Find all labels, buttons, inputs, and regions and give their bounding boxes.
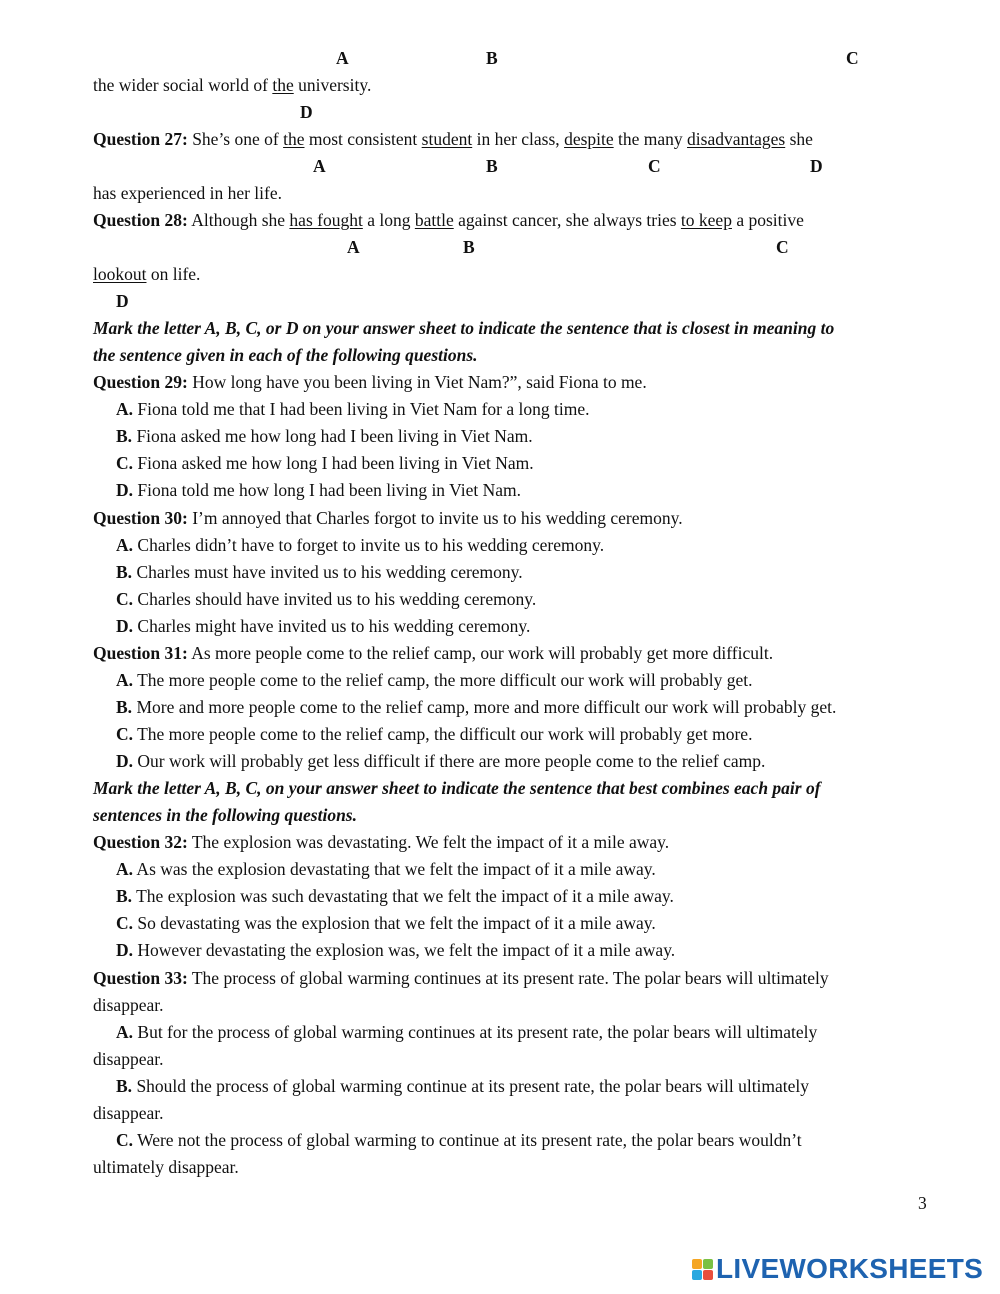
q28-underlined-c: to keep <box>680 210 732 230</box>
question-label: Question 29: <box>93 372 188 392</box>
question-33-continuation: disappear. <box>93 995 164 1015</box>
q26-letter-a: A <box>336 48 349 68</box>
q27-letter-d: D <box>810 156 823 176</box>
question-28: Question 28: Although she has fought a long battle against cancer, she always tries to keep a positive <box>93 210 804 230</box>
q26-letter-b: B <box>486 48 498 68</box>
question-32: Question 32: The explosion was devastating. We felt the impact of it a mile away. <box>93 832 670 852</box>
q26-underlined-d: the <box>272 75 294 95</box>
question-label: Question 31: <box>93 643 188 663</box>
answer-option: D. Our work will probably get less difficult if there are more people come to the relief camp. <box>116 751 766 771</box>
answer-option-continuation: disappear. <box>93 1103 164 1123</box>
q26-letter-d: D <box>300 102 313 122</box>
answer-option: C. Were not the process of global warming to continue at its present rate, the polar bears wouldn’t <box>116 1130 802 1150</box>
question-29: Question 29: How long have you been living in Viet Nam?”, said Fiona to me. <box>93 372 647 392</box>
answer-option: D. Charles might have invited us to his wedding ceremony. <box>116 616 531 636</box>
q28-underlined-a: has fought <box>289 210 363 230</box>
question-30: Question 30: I’m annoyed that Charles forgot to invite us to his wedding ceremony. <box>93 508 683 528</box>
answer-option: D. Fiona told me how long I had been living in Viet Nam. <box>116 480 521 500</box>
answer-option: D. However devastating the explosion was, we felt the impact of it a mile away. <box>116 940 676 960</box>
answer-option: C. So devastating was the explosion that we felt the impact of it a mile away. <box>116 913 656 933</box>
question-31: Question 31: As more people come to the relief camp, our work will probably get more difficult. <box>93 643 774 663</box>
q26-continuation: the wider social world of the university. <box>93 75 372 95</box>
answer-option: A. Fiona told me that I had been living in Viet Nam for a long time. <box>116 399 590 419</box>
liveworksheets-logo[interactable] <box>692 1254 983 1284</box>
q27-underlined-d: disadvantages <box>687 129 786 149</box>
instruction-line: the sentence given in each of the following questions. <box>93 345 478 365</box>
q28-underlined-b: battle <box>414 210 454 230</box>
answer-option: B. The explosion was such devastating that we felt the impact of it a mile away. <box>116 886 674 906</box>
q28-letter-b: B <box>463 237 475 257</box>
q28-continuation: lookout on life. <box>93 264 201 284</box>
answer-option: A. The more people come to the relief camp, the more difficult our work will probably get. <box>116 670 753 690</box>
answer-option: C. The more people come to the relief camp, the difficult our work will probably get more. <box>116 724 753 744</box>
q28-underlined-d: lookout <box>93 264 147 284</box>
question-label: Question 32: <box>93 832 188 852</box>
q27-letter-b: B <box>486 156 498 176</box>
q27-continuation: has experienced in her life. <box>93 183 283 203</box>
answer-option: A. Charles didn’t have to forget to invite us to his wedding ceremony. <box>116 535 605 555</box>
q27-underlined-c: despite <box>564 129 614 149</box>
q28-letter-a: A <box>347 237 360 257</box>
logo-text: LIVEWORKSHEETS <box>716 1253 984 1284</box>
answer-option: B. More and more people come to the relief camp, more and more difficult our work will probably get. <box>116 697 837 717</box>
q27-underlined-a: the <box>283 129 305 149</box>
question-label: Question 33: <box>93 968 188 988</box>
answer-option: A. As was the explosion devastating that we felt the impact of it a mile away. <box>116 859 656 879</box>
instruction-line: Mark the letter A, B, C, on your answer sheet to indicate the sentence that best combines each pair of <box>93 778 821 798</box>
instruction-line: sentences in the following questions. <box>93 805 357 825</box>
answer-option: B. Charles must have invited us to his wedding ceremony. <box>116 562 523 582</box>
question-27: Question 27: She’s one of the most consistent student in her class, despite the many disadvantages she <box>93 129 813 149</box>
liveworksheets-logo-icon <box>692 1259 713 1280</box>
q27-letter-a: A <box>313 156 326 176</box>
answer-option-continuation: disappear. <box>93 1049 164 1069</box>
answer-option: C. Fiona asked me how long I had been living in Viet Nam. <box>116 453 534 473</box>
q28-letter-c: C <box>776 237 789 257</box>
q27-letter-c: C <box>648 156 661 176</box>
q26-letter-c: C <box>846 48 859 68</box>
answer-option: B. Should the process of global warming continue at its present rate, the polar bears will ultimately <box>116 1076 810 1096</box>
q27-underlined-b: student <box>421 129 473 149</box>
answer-option: A. But for the process of global warming continues at its present rate, the polar bears will ultimately <box>116 1022 818 1042</box>
question-33: Question 33: The process of global warming continues at its present rate. The polar bears will ultimately <box>93 968 829 988</box>
answer-option: B. Fiona asked me how long had I been living in Viet Nam. <box>116 426 533 446</box>
answer-option: C. Charles should have invited us to his wedding ceremony. <box>116 589 537 609</box>
instruction-line: Mark the letter A, B, C, or D on your answer sheet to indicate the sentence that is closest in meaning to <box>93 318 835 338</box>
page-number: 3 <box>918 1193 927 1213</box>
question-label: Question 27: <box>93 129 188 149</box>
q28-letter-d: D <box>116 291 129 311</box>
question-label: Question 30: <box>93 508 188 528</box>
question-label: Question 28: <box>93 210 188 230</box>
answer-option-continuation: ultimately disappear. <box>93 1157 239 1177</box>
